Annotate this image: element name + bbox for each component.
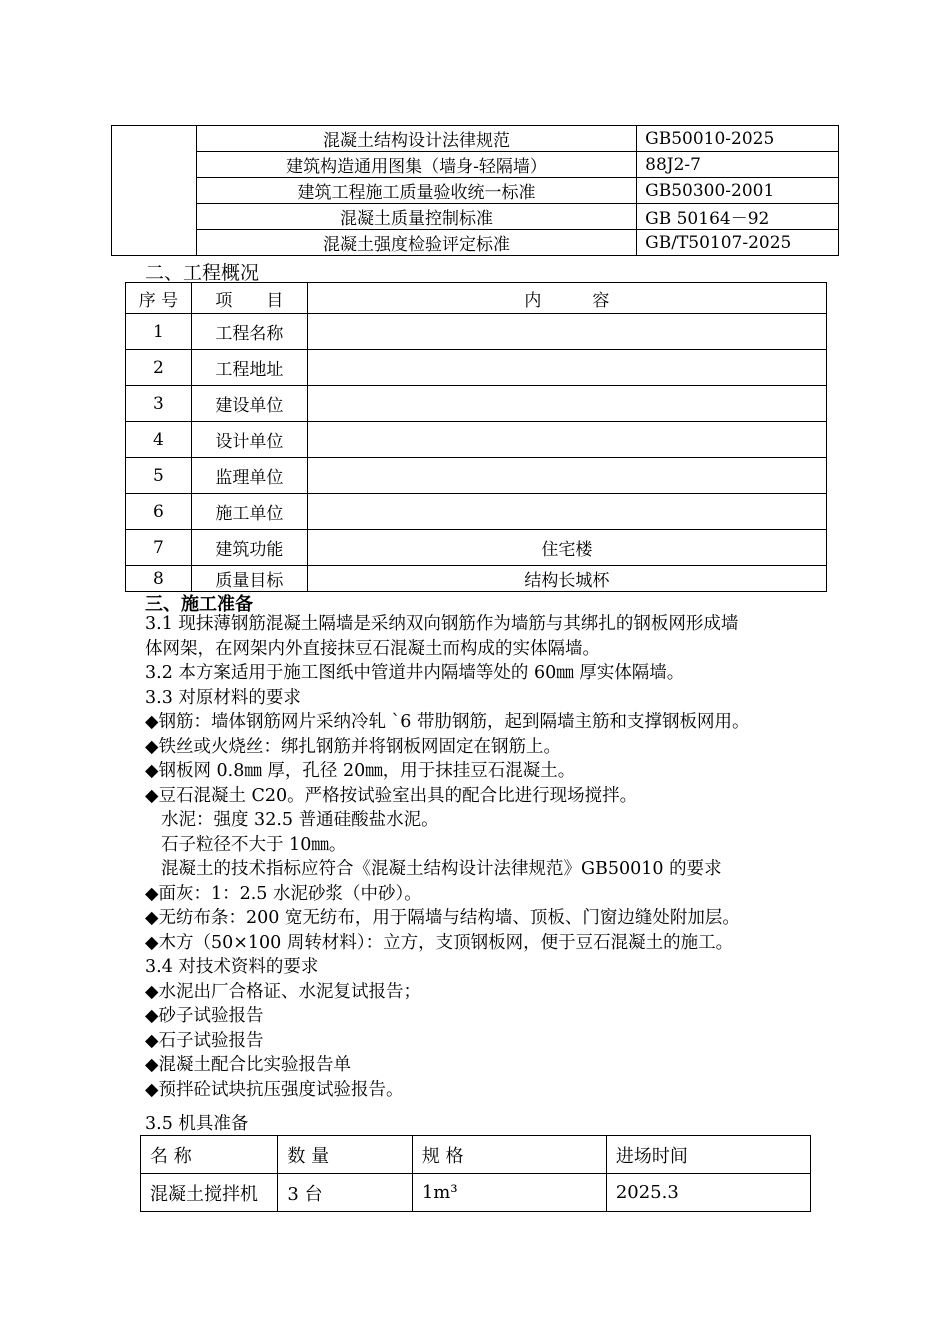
header-item: 项 目 (191, 283, 307, 314)
row-item: 工程名称 (191, 314, 307, 350)
row-content (307, 494, 826, 530)
paragraph-line: 3.1 现抹薄钢筋混凝土隔墙是采纳双向钢筋作为墙筋与其绑扎的钢板网形成墙 (145, 614, 739, 634)
row-item: 监理单位 (191, 458, 307, 494)
standard-name: 混凝土质量控制标准 (196, 204, 636, 230)
standard-name: 建筑构造通用图集（墙身-轻隔墙） (196, 152, 636, 178)
indented-line: 水泥：强度 32.5 普通硅酸盐水泥。 (161, 810, 439, 830)
table-row (126, 422, 827, 458)
row-no: 3 (126, 386, 192, 422)
bullet-line: ◆钢板网 0.8㎜ 厚，孔径 20㎜，用于抹挂豆石混凝土。 (145, 761, 576, 781)
section2-title: 二、工程概况 (145, 262, 260, 284)
table-row (112, 152, 839, 178)
row-content (307, 458, 826, 494)
bullet-line: ◆钢筋：墙体钢筋网片采纳冷轧 `6 带肋钢筋，起到隔墙主筋和支撑钢板网用。 (145, 712, 750, 732)
row-content: 住宅楼 (307, 530, 826, 566)
table-row (126, 458, 827, 494)
standards-table (111, 125, 839, 256)
paragraph-line: 3.2 本方案适用于施工图纸中管道井内隔墙等处的 60㎜ 厚实体隔墙。 (145, 663, 685, 683)
bullet-line: ◆豆石混凝土 C20。严格按试验室出具的配合比进行现场搅拌。 (145, 785, 638, 806)
table-header-row (141, 1136, 811, 1174)
standard-code: GB/T50107-2025 (637, 230, 839, 256)
bullet-line: ◆混凝土配合比实验报告单 (145, 1055, 351, 1075)
standard-name: 混凝土结构设计法律规范 (196, 126, 636, 152)
row-no: 7 (126, 530, 192, 566)
row-item: 建设单位 (191, 386, 307, 422)
equipment-table (140, 1135, 811, 1212)
row-no: 8 (126, 566, 192, 592)
row-no: 6 (126, 494, 192, 530)
header-no: 序 号 (126, 283, 192, 314)
table-row (112, 126, 839, 152)
row-content (307, 350, 826, 386)
standard-code: GB 50164－92 (637, 204, 839, 230)
bullet-line: ◆木方（50×100 周转材料）：立方，支顶钢板网，便于豆石混凝土的施工。 (145, 932, 734, 953)
paragraph-line: 体网架，在网架内外直接抹豆石混凝土而构成的实体隔墙。 (145, 638, 600, 659)
row-item: 施工单位 (191, 494, 307, 530)
bullet-line: ◆砂子试验报告 (145, 1006, 264, 1026)
row-content (307, 314, 826, 350)
row-item: 设计单位 (191, 422, 307, 458)
row-no: 5 (126, 458, 192, 494)
row-content: 结构长城杯 (307, 566, 826, 592)
table-row (141, 1174, 811, 1212)
bullet-line: ◆石子试验报告 (145, 1030, 264, 1051)
standard-code: GB50010-2025 (637, 126, 839, 152)
subsection-3-5-title: 3.5 机具准备 (145, 1114, 249, 1134)
table-row (126, 566, 827, 592)
row-item: 质量目标 (191, 566, 307, 592)
table-row (126, 494, 827, 530)
table-row (126, 386, 827, 422)
row-no: 4 (126, 422, 192, 458)
bullet-line: ◆面灰：1：2.5 水泥砂浆（中砂）。 (145, 883, 422, 904)
row-content (307, 386, 826, 422)
row-content (307, 422, 826, 458)
table-row (126, 314, 827, 350)
row-no: 1 (126, 314, 192, 350)
standard-code: 88J2-7 (637, 152, 839, 178)
table-row (112, 204, 839, 230)
standard-code: GB50300-2001 (637, 178, 839, 204)
equipment-arrival-time: 2025.3 (606, 1174, 810, 1212)
bullet-line: ◆无纺布条：200 宽无纺布，用于隔墙与结构墙、顶板、门窗边缝处附加层。 (145, 908, 740, 928)
header-quantity: 数 量 (278, 1136, 412, 1174)
standards-blank-cell (112, 126, 197, 256)
bullet-line: ◆铁丝或火烧丝：绑扎钢筋并将钢板网固定在钢筋上。 (145, 736, 561, 757)
table-row (126, 530, 827, 566)
row-item: 建筑功能 (191, 530, 307, 566)
section3-title: 三、施工准备 (145, 594, 253, 615)
header-content: 内 容 (307, 283, 826, 314)
row-no: 2 (126, 350, 192, 386)
paragraph-line: 3.3 对原材料的要求 (145, 687, 301, 708)
bullet-line: ◆预拌砼试块抗压强度试验报告。 (145, 1079, 404, 1100)
equipment-spec: 1m³ (412, 1174, 606, 1212)
table-row (112, 230, 839, 256)
row-item: 工程地址 (191, 350, 307, 386)
header-spec: 规 格 (412, 1136, 606, 1174)
header-arrival-time: 进场时间 (606, 1136, 810, 1174)
table-header-row (126, 283, 827, 314)
header-name: 名 称 (141, 1136, 278, 1174)
equipment-quantity: 3 台 (278, 1174, 412, 1212)
project-overview-table (125, 282, 827, 592)
table-row (126, 350, 827, 386)
indented-line: 混凝土的技术指标应符合《混凝土结构设计法律规范》GB50010 的要求 (161, 859, 722, 879)
table-row (112, 178, 839, 204)
paragraph-line: 3.4 对技术资料的要求 (145, 957, 319, 977)
section3-body (145, 612, 825, 1102)
standard-name: 混凝土强度检验评定标准 (196, 230, 636, 256)
equipment-name: 混凝土搅拌机 (141, 1174, 278, 1212)
indented-line: 石子粒径不大于 10㎜。 (161, 834, 347, 855)
standard-name: 建筑工程施工质量验收统一标准 (196, 178, 636, 204)
bullet-line: ◆水泥出厂合格证、水泥复试报告； (145, 981, 421, 1002)
